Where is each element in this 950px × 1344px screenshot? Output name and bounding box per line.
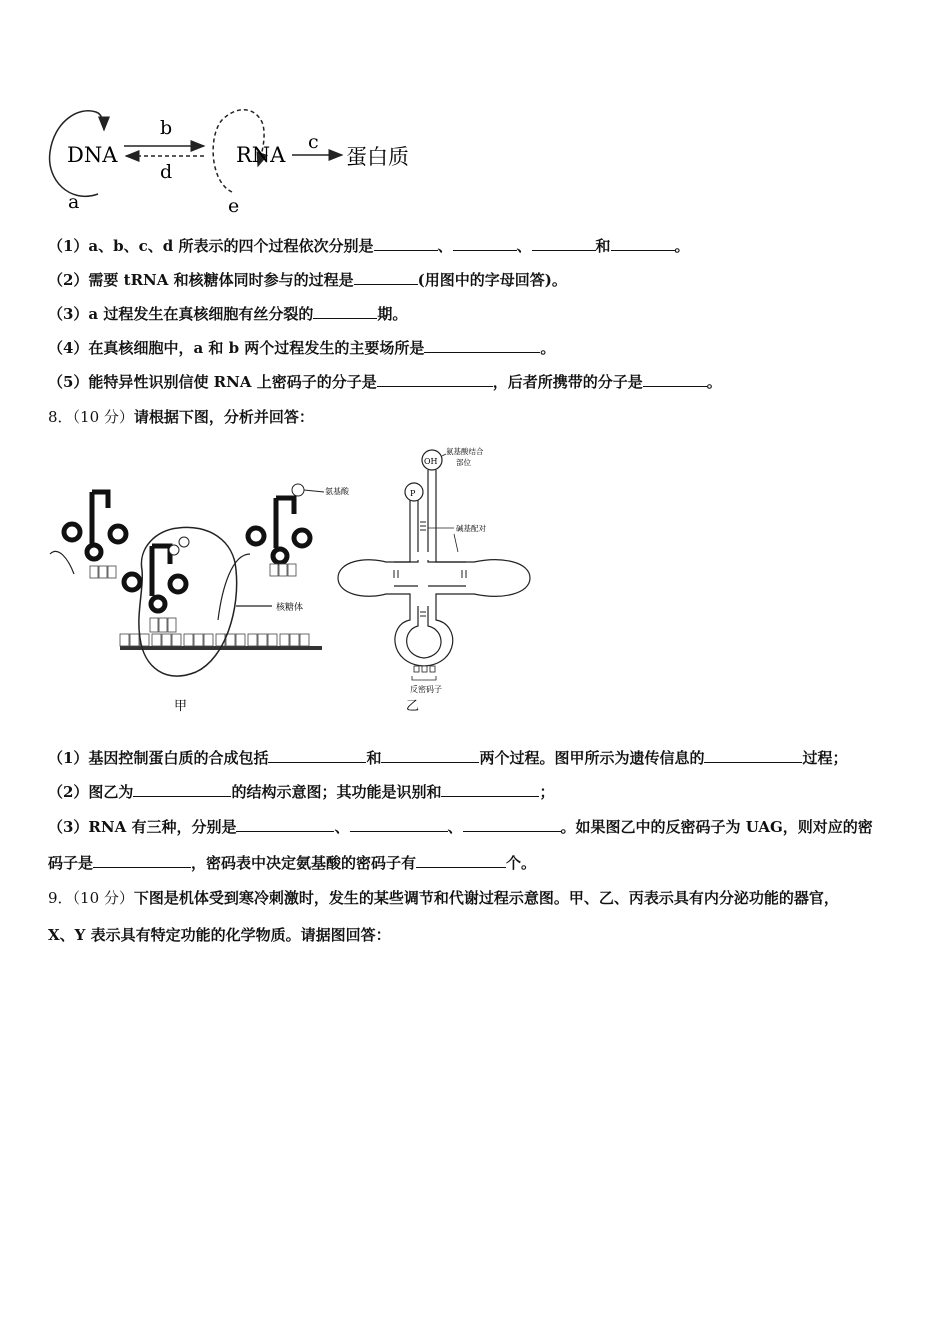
q8-stem: 8．（10 分）请根据下图，分析并回答： <box>48 408 314 426</box>
base-pair-label: 碱基配对 <box>456 524 486 533</box>
blank[interactable] <box>453 236 517 251</box>
central-dogma-diagram <box>40 100 440 220</box>
blank[interactable] <box>133 782 231 797</box>
blank[interactable] <box>354 270 418 285</box>
blank[interactable] <box>463 817 561 832</box>
blank[interactable] <box>532 236 596 251</box>
trna-center <box>124 546 186 611</box>
oh-label: OH <box>424 457 438 466</box>
q8-sub1: （1）基因控制蛋白质的合成包括 和 两个过程。图甲所示为遗传信息的 过程； <box>48 749 848 767</box>
rna-label: RNA <box>236 143 286 167</box>
blank[interactable] <box>704 748 802 763</box>
q7-sub4: （4）在真核细胞中，a 和 b 两个过程发生的主要场所是 。 <box>48 339 556 357</box>
q7-sub1: （1）a、b、c、d 所表示的四个过程依次分别是 、 、 和 。 <box>48 237 690 255</box>
mrna-codons <box>120 634 309 646</box>
label-a: a <box>68 191 80 213</box>
q9-stem-cont: X、Y 表示具有特定功能的化学物质。请据图回答： <box>48 926 391 944</box>
blank[interactable] <box>611 236 675 251</box>
blank[interactable] <box>374 236 438 251</box>
blank[interactable] <box>268 748 366 763</box>
anticodon-label: 反密码子 <box>410 685 442 694</box>
protein-label: 蛋白质 <box>346 145 409 169</box>
dna-label: DNA <box>67 143 118 167</box>
q9-stem: 9．（10 分）下图是机体受到寒冷刺激时，发生的某些调节和代谢过程示意图。甲、乙、丙表示具有内分泌功能的器官， <box>48 889 839 907</box>
label-c: c <box>308 131 319 153</box>
trna-right <box>248 498 310 563</box>
amino-site-label-1: 氨基酸结合 <box>446 447 484 456</box>
trna-structure-figure <box>334 444 544 720</box>
ribosome-label: 核糖体 <box>276 603 304 613</box>
label-e: e <box>228 195 240 217</box>
blank[interactable] <box>424 338 540 353</box>
q8-sub2: （2）图乙为 的结构示意图；其功能是识别和 ； <box>48 783 555 801</box>
label-d: d <box>160 161 173 183</box>
amino-acid-label: 氨基酸 <box>325 487 349 496</box>
caption-yi: 乙 <box>406 699 420 714</box>
q7-sub3: （3）a 过程发生在真核细胞有丝分裂的 期。 <box>48 305 408 323</box>
blank[interactable] <box>643 372 707 387</box>
blank[interactable] <box>416 853 506 868</box>
blank[interactable] <box>377 372 493 387</box>
q7-sub5: （5）能特异性识别信使 RNA 上密码子的分子是 ，后者所携带的分子是 。 <box>48 373 722 391</box>
label-b: b <box>160 117 173 139</box>
blank[interactable] <box>381 748 479 763</box>
p-label: P <box>410 489 416 498</box>
q7-sub2: （2）需要 tRNA 和核糖体同时参与的过程是 (用图中的字母回答)。 <box>48 271 567 289</box>
blank[interactable] <box>441 782 539 797</box>
amino-site-label-2: 部位 <box>456 458 471 467</box>
blank[interactable] <box>93 853 191 868</box>
caption-jia: 甲 <box>174 699 188 714</box>
q8-sub3: （3）RNA 有三种，分别是 、 、 。如果图乙中的反密码子为 UAG，则对应的密 <box>48 818 873 836</box>
translation-figure <box>46 478 349 718</box>
q8-sub3-cont: 码子是 ，密码表中决定氨基酸的密码子有 个。 <box>48 854 537 872</box>
trna-left <box>64 492 126 559</box>
blank[interactable] <box>350 817 448 832</box>
blank[interactable] <box>236 817 334 832</box>
blank[interactable] <box>313 304 377 319</box>
